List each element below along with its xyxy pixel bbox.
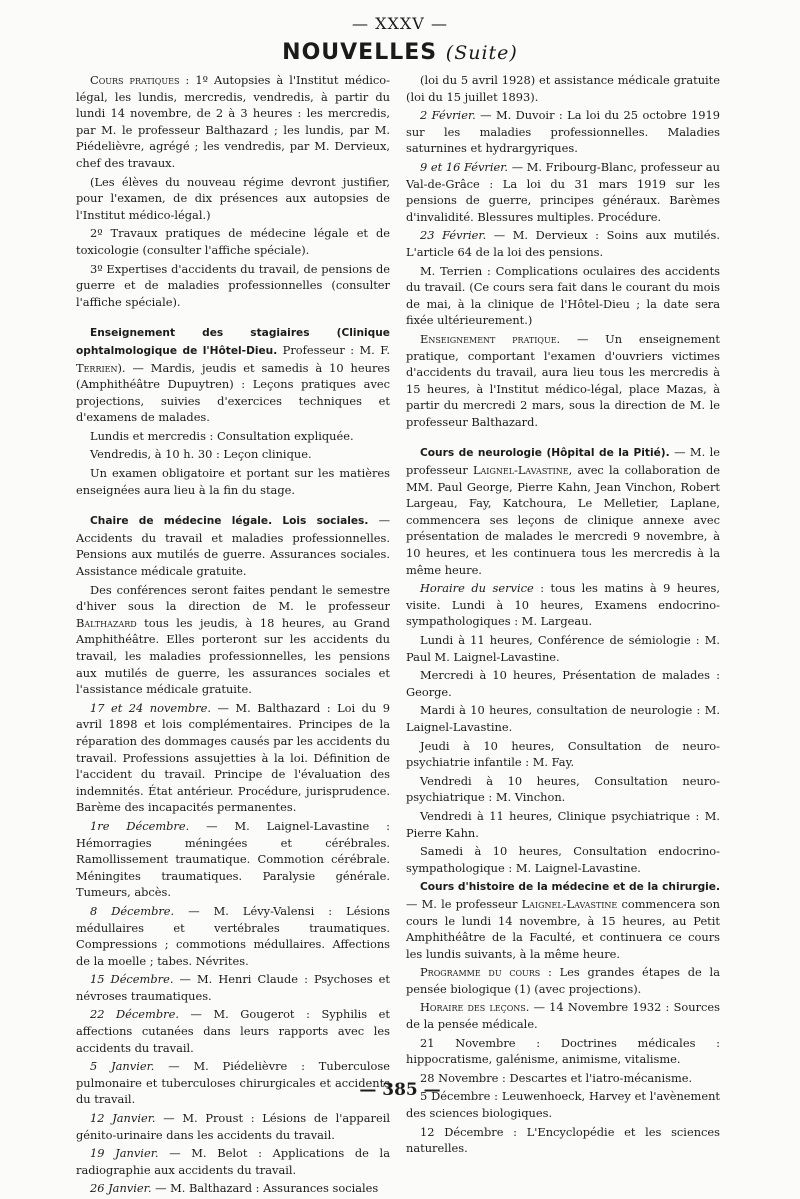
- schedule-entry: 12 Janvier. — M. Proust : Lésions de l'appareil génito-urinaire dans les accidents du travail.: [76, 1111, 390, 1142]
- paragraph: Lundis et mercredis : Consultation expliquée.: [90, 428, 354, 443]
- paragraph: Horaire des leçons. — 14 Novembre 1932 : Sources de la pensée médicale.: [406, 1000, 720, 1032]
- paragraph: Un examen obligatoire et portant sur les matières enseignées aura lieu à la fin du stage.: [76, 466, 390, 497]
- paragraph: 21 Novembre : Doctrines médicales : hippocratisme, galénisme, animisme, vitalisme.: [406, 1035, 720, 1067]
- schedule-entry: 23 Février. — M. Dervieux : Soins aux mutilés. L'article 64 de la loi des pensions.: [406, 228, 720, 259]
- schedule-entry: 26 Janvier. — M. Balthazard : Assurances sociales: [90, 1181, 379, 1196]
- schedule-entry: 22 Décembre. — M. Gougerot : Syphilis et affections cutanées dans leurs rapports avec les accidents du travail.: [76, 1007, 390, 1055]
- title-text: NOUVELLES: [282, 40, 438, 65]
- paragraph: Enseignement pratique. — Un enseignement pratique, comportant l'examen d'ouvriers victimes d'accidents du travail, aura lieu tous les mercredis à 15 heures, à l'Institut médico-légal, place Mazas, à partir du mercredi 2 mars, sous la direction de M. le professeur Balthazard.: [406, 331, 720, 429]
- right-column: [406, 72, 720, 1159]
- schedule-entry: 5 Janvier. — M. Piédelièvre : Tuberculose pulmonaire et tuberculoses chirurgicales et accidents du travail.: [76, 1059, 390, 1107]
- title-suite: (Suite): [445, 42, 518, 64]
- paragraph: 12 Décembre : L'Encyclopédie et les sciences naturelles.: [406, 1124, 720, 1156]
- paragraph: Vendredis, à 10 h. 30 : Leçon clinique.: [90, 447, 312, 462]
- paragraph: Des conférences seront faites pendant le semestre d'hiver sous la direction de M. le professeur Balthazard tous les jeudis, à 18 heures, au Grand Amphithéâtre. Elles porteront sur les accidents du travail, les maladies professionnelles, les pensions aux mutilés de guerre, les assurances sociales et l'assistance médicale gratuite.: [76, 582, 390, 697]
- paragraph: Lundi à 11 heures, Conférence de sémiologie : M. Paul M. Laignel-Lavastine.: [406, 633, 720, 664]
- paragraph: (loi du 5 avril 1928) et assistance médicale gratuite (loi du 15 juillet 1893).: [406, 73, 720, 104]
- paragraph: Horaire du service : tous les matins à 9 heures, visite. Lundi à 10 heures, Examens endocrino-sympathologiques : M. Largeau.: [406, 581, 720, 629]
- schedule-entry: 17 et 24 novembre. — M. Balthazard : Loi du 9 avril 1898 et lois complémentaires. Principes de la réparation des dommages causés par les accidents du travail. Professions assujetties à la loi. Définition de l'accident du travail. Principe de l'évaluation des indemnités. État antérieur. Procédure, jurisprudence. Barème des incapacités permanentes.: [76, 700, 390, 815]
- page-number: — 385 —: [359, 1080, 441, 1100]
- section-neurologie: Cours de neurologie (Hôpital de la Pitié). — M. le professeur Laignel-Lavastine, avec la collaboration de MM. Paul George, Pierre Kahn, Jean Vinchon, Robert Largeau, Fay, Katchoura, Le Melletier, Laplane, commencera ses leçons de clinique annexe avec présentation de malades le mercredi 9 novembre, à 10 heures, et les continuera tous les mercredis à la même heure.: [406, 445, 721, 577]
- paragraph: 3º Expertises d'accidents du travail, de pensions de guerre et de maladies professionnelles (consulter l'affiche spéciale).: [76, 261, 390, 309]
- paragraph: (Les élèves du nouveau régime devront justifier, pour l'examen, de dix présences aux autopsies de l'Institut médico-légal.): [76, 174, 390, 222]
- paragraph: Samedi à 10 heures, Consultation endocrino-sympathologique : M. Laignel-Lavastine.: [406, 844, 720, 875]
- schedule-entry: 1re Décembre. — M. Laignel-Lavastine : Hémorragies méningées et cérébrales. Ramollissement traumatique. Commotion cérébrale. Méningites traumatiques. Paralysie générale. Tumeurs, abcès.: [76, 818, 391, 900]
- left-column: [76, 72, 390, 1199]
- schedule-entry: 8 Décembre. — M. Lévy-Valensi : Lésions médullaires et vertébrales traumatiques. Compressions ; commotions médullaires. Affections de la moelle ; tabes. Névrites.: [76, 903, 390, 968]
- schedule-entry: 15 Décembre. — M. Henri Claude : Psychoses et névroses traumatiques.: [76, 972, 390, 1003]
- page-title: [0, 40, 800, 65]
- paragraph: Mardi à 10 heures, consultation de neurologie : M. Laignel-Lavastine.: [406, 703, 720, 734]
- section-medecine-legale: Chaire de médecine légale. Lois sociales. — Accidents du travail et maladies professionnelles. Pensions aux mutilés de guerre. Assurances sociales. Assistance médicale gratuite.: [76, 513, 390, 579]
- paragraph: 28 Novembre : Descartes et l'iatro-mécanisme.: [420, 1070, 693, 1085]
- schedule-entry: 2 Février. — M. Duvoir : La loi du 25 octobre 1919 sur les maladies professionnelles. Maladies saturnines et hydrargyriques.: [406, 108, 721, 156]
- paragraph: Jeudi à 10 heures, Consultation de neuro-psychiatrie infantile : M. Fay.: [406, 738, 720, 770]
- paragraph: 2º Travaux pratiques de médecine légale et de toxicologie (consulter l'affiche spéciale).: [76, 226, 390, 257]
- paragraph: Programme du cours : Les grandes étapes de la pensée biologique (1) (avec projections).: [406, 965, 720, 996]
- paragraph: Mercredi à 10 heures, Présentation de malades : George.: [406, 668, 720, 699]
- paragraph: M. Terrien : Complications oculaires des accidents du travail. (Ce cours sera fait dans le courant du mois de mai, à la clinique de l'Hôtel-Dieu ; la date sera fixée ultérieurement.): [406, 263, 720, 328]
- schedule-entry: 9 et 16 Février. — M. Fribourg-Blanc, professeur au Val-de-Grâce : La loi du 31 mars 1919 sur les pensions de guerre, principes généraux. Barèmes d'invalidité. Blessures multiples. Procédure.: [406, 159, 720, 224]
- section-histoire-medecine: Cours d'histoire de la médecine et de la chirurgie. — M. le professeur Laignel-Lavastine commencera son cours le lundi 14 novembre, à 15 heures, au Petit Amphithéâtre de la Faculté, et continuera ce cours les lundis suivants, à la même heure.: [406, 881, 720, 961]
- paragraph: Vendredi à 11 heures, Clinique psychiatrique : M. Pierre Kahn.: [406, 808, 720, 840]
- paragraph: Vendredi à 10 heures, Consultation neuro-psychiatrique : M. Vinchon.: [406, 773, 720, 805]
- paragraph: 5 Décembre : Leuwenhoeck, Harvey et l'avènement des sciences biologiques.: [406, 1089, 720, 1121]
- page-roman-numeral: — XXXV —: [352, 14, 448, 33]
- section-stagiaires: Enseignement des stagiaires (Clinique ophtalmologique de l'Hôtel-Dieu. Professeur : M. F. Terrien). — Mardis, jeudis et samedis à 10 heures (Amphithéâtre Dupuytren) : Leçons pratiques avec projections, suivies d'exercices techniques et d'examens de malades.: [76, 327, 390, 425]
- paragraph: Cours pratiques : 1º Autopsies à l'Institut médico-légal, les lundis, mercredis, vendredis, à partir du lundi 14 novembre, de 2 à 3 heures : les mercredis, par M. le professeur Balthazard ; les lundis, par M. Piédelièvre, agrégé ; les vendredis, par M. Dervieux, chef des travaux.: [76, 73, 391, 170]
- schedule-entry: 19 Janvier. — M. Belot : Applications de la radiographie aux accidents du travail.: [76, 1146, 390, 1177]
